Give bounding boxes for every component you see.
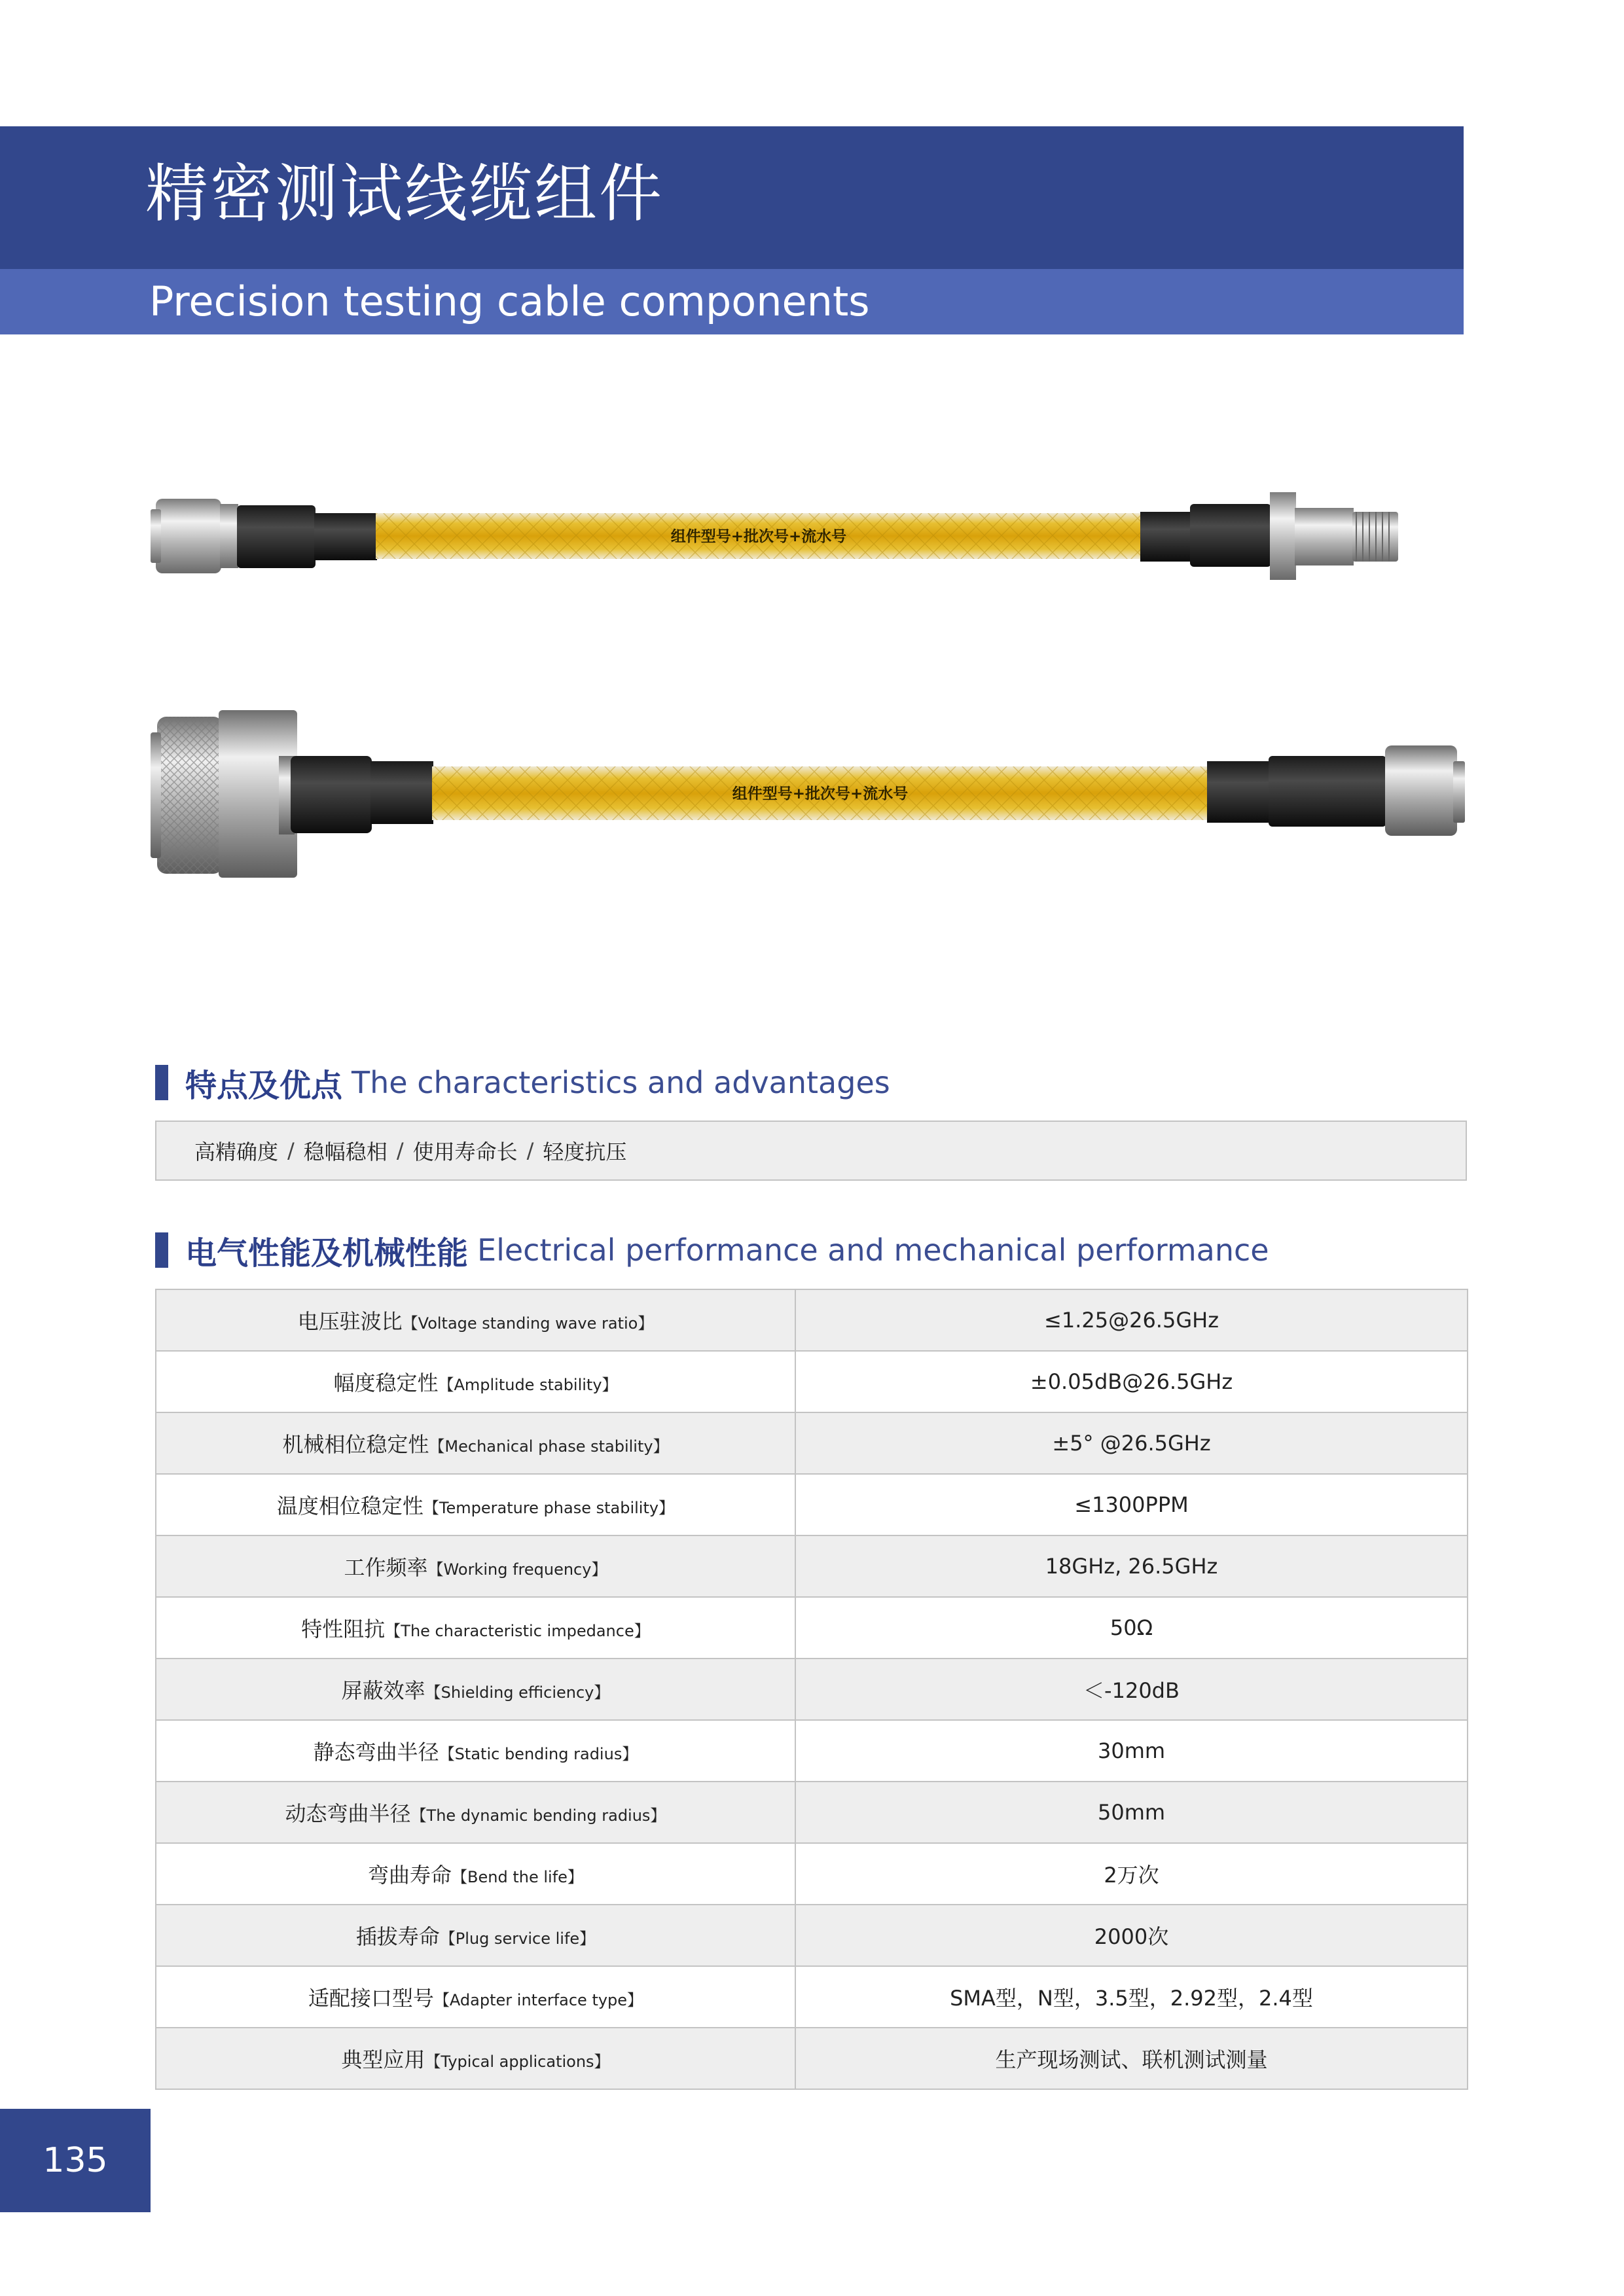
cable-label-2: 组件型号+批次号+流水号 [732,785,909,802]
value-cell [795,1535,1468,1597]
param-name-en: 【Voltage standing wave ratio】 [402,1314,654,1333]
param-cell [156,1843,795,1905]
param-value: ±5° @26.5GHz [1052,1431,1211,1456]
value-cell [795,1351,1468,1412]
param-name-en: 【Static bending radius】 [439,1745,638,1763]
param-value: 50Ω [1110,1615,1153,1640]
table-row [156,1597,1468,1659]
table-row [156,1905,1468,1966]
feature-item: 使用寿命长 [412,1139,518,1164]
value-cell [795,1289,1468,1351]
param-value: 50mm [1097,1800,1166,1825]
features-box [155,1121,1467,1181]
table-row [156,2028,1468,2089]
section-heading-performance [155,1230,1269,1270]
param-name-en: 【The dynamic bending radius】 [410,1806,666,1825]
feature-item: 稳幅稳相 [303,1139,388,1164]
feature-item: 轻度抗压 [543,1139,627,1164]
table-row [156,1351,1468,1412]
cable-label-1: 组件型号+批次号+流水号 [670,528,847,545]
param-value: SMA型，N型，3.5型，2.92型，2.4型 [950,1986,1313,2011]
param-name-en: 【The characteristic impedance】 [385,1622,650,1640]
page-number: 135 [0,2109,151,2212]
param-name-zh: 静态弯曲半径 [313,1740,439,1765]
param-name-en: 【Typical applications】 [425,2053,610,2071]
feature-separator: / [526,1138,534,1163]
table-row [156,1843,1468,1905]
param-name-zh: 工作频率 [344,1555,428,1580]
value-cell [795,1474,1468,1535]
param-value: 2000次 [1094,1924,1169,1949]
param-name-en: 【Working frequency】 [427,1560,607,1579]
param-cell [156,1782,795,1843]
param-name-en: 【Amplitude stability】 [438,1376,618,1394]
param-value: 2万次 [1104,1863,1159,1888]
table-row [156,1412,1468,1474]
param-cell [156,1474,795,1535]
spec-table [155,1289,1468,2090]
table-row [156,1720,1468,1782]
feature-item: 高精确度 [194,1139,279,1164]
param-cell [156,1535,795,1597]
param-cell [156,1597,795,1659]
section-marker [155,1232,168,1268]
param-cell [156,1289,795,1351]
section-title-zh: 电气性能及机械性能 [185,1234,469,1272]
value-cell [795,1843,1468,1905]
cable-image-2 [151,704,1466,880]
table-row [156,1474,1468,1535]
value-cell [795,1782,1468,1843]
param-value: 18GHz, 26.5GHz [1045,1554,1218,1579]
param-name-zh: 动态弯曲半径 [285,1801,411,1826]
param-name-en: 【Temperature phase stability】 [423,1499,675,1517]
value-cell [795,1412,1468,1474]
feature-separator: / [287,1138,295,1163]
table-row [156,1782,1468,1843]
param-cell [156,1966,795,2028]
param-name-zh: 插拔寿命 [355,1924,440,1949]
feature-separator: / [396,1138,404,1163]
table-row [156,1966,1468,2028]
param-cell [156,1905,795,1966]
section-title-en: Electrical performance and mechanical performance [477,1232,1269,1268]
param-cell [156,1720,795,1782]
param-value: 生产现场测试、联机测试测量 [995,2047,1268,2072]
value-cell [795,1720,1468,1782]
param-name-zh: 温度相位稳定性 [276,1494,424,1518]
param-name-en: 【Plug service life】 [439,1929,596,1948]
param-value: ≤1.25@26.5GHz [1044,1308,1219,1333]
param-name-en: 【Bend the life】 [452,1868,583,1886]
section-marker [155,1065,168,1100]
param-cell [156,1351,795,1412]
param-name-zh: 弯曲寿命 [368,1863,452,1888]
param-value: 30mm [1097,1738,1166,1763]
value-cell [795,1659,1468,1720]
value-cell [795,2028,1468,2089]
table-row [156,1659,1468,1720]
param-name-zh: 机械相位稳定性 [282,1432,429,1457]
param-value: ＜-120dB [1083,1678,1180,1703]
value-cell [795,1966,1468,2028]
param-cell [156,2028,795,2089]
section-title-en: The characteristics and advantages [352,1065,890,1100]
param-cell [156,1412,795,1474]
table-row [156,1535,1468,1597]
param-value: ≤1300PPM [1074,1492,1189,1517]
param-name-zh: 屏蔽效率 [341,1678,425,1703]
page-subtitle: Precision testing cable components [149,278,870,325]
param-name-en: 【Mechanical phase stability】 [429,1437,669,1456]
param-name-zh: 适配接口型号 [308,1986,434,2011]
param-name-zh: 幅度稳定性 [333,1371,439,1395]
param-name-zh: 特性阻抗 [301,1617,386,1641]
param-name-zh: 电压驻波比 [297,1309,403,1334]
value-cell [795,1905,1468,1966]
table-row [156,1289,1468,1351]
param-name-en: 【Shielding efficiency】 [425,1683,610,1702]
section-heading-characteristics [155,1063,890,1102]
cable-image-1 [151,484,1466,589]
page-title: 精密测试线缆组件 [145,157,664,230]
value-cell [795,1597,1468,1659]
param-name-zh: 典型应用 [341,2047,425,2072]
param-name-en: 【Adapter interface type】 [433,1991,643,2009]
param-value: ±0.05dB@26.5GHz [1030,1369,1233,1394]
param-cell [156,1659,795,1720]
section-title-zh: 特点及优点 [185,1067,343,1104]
